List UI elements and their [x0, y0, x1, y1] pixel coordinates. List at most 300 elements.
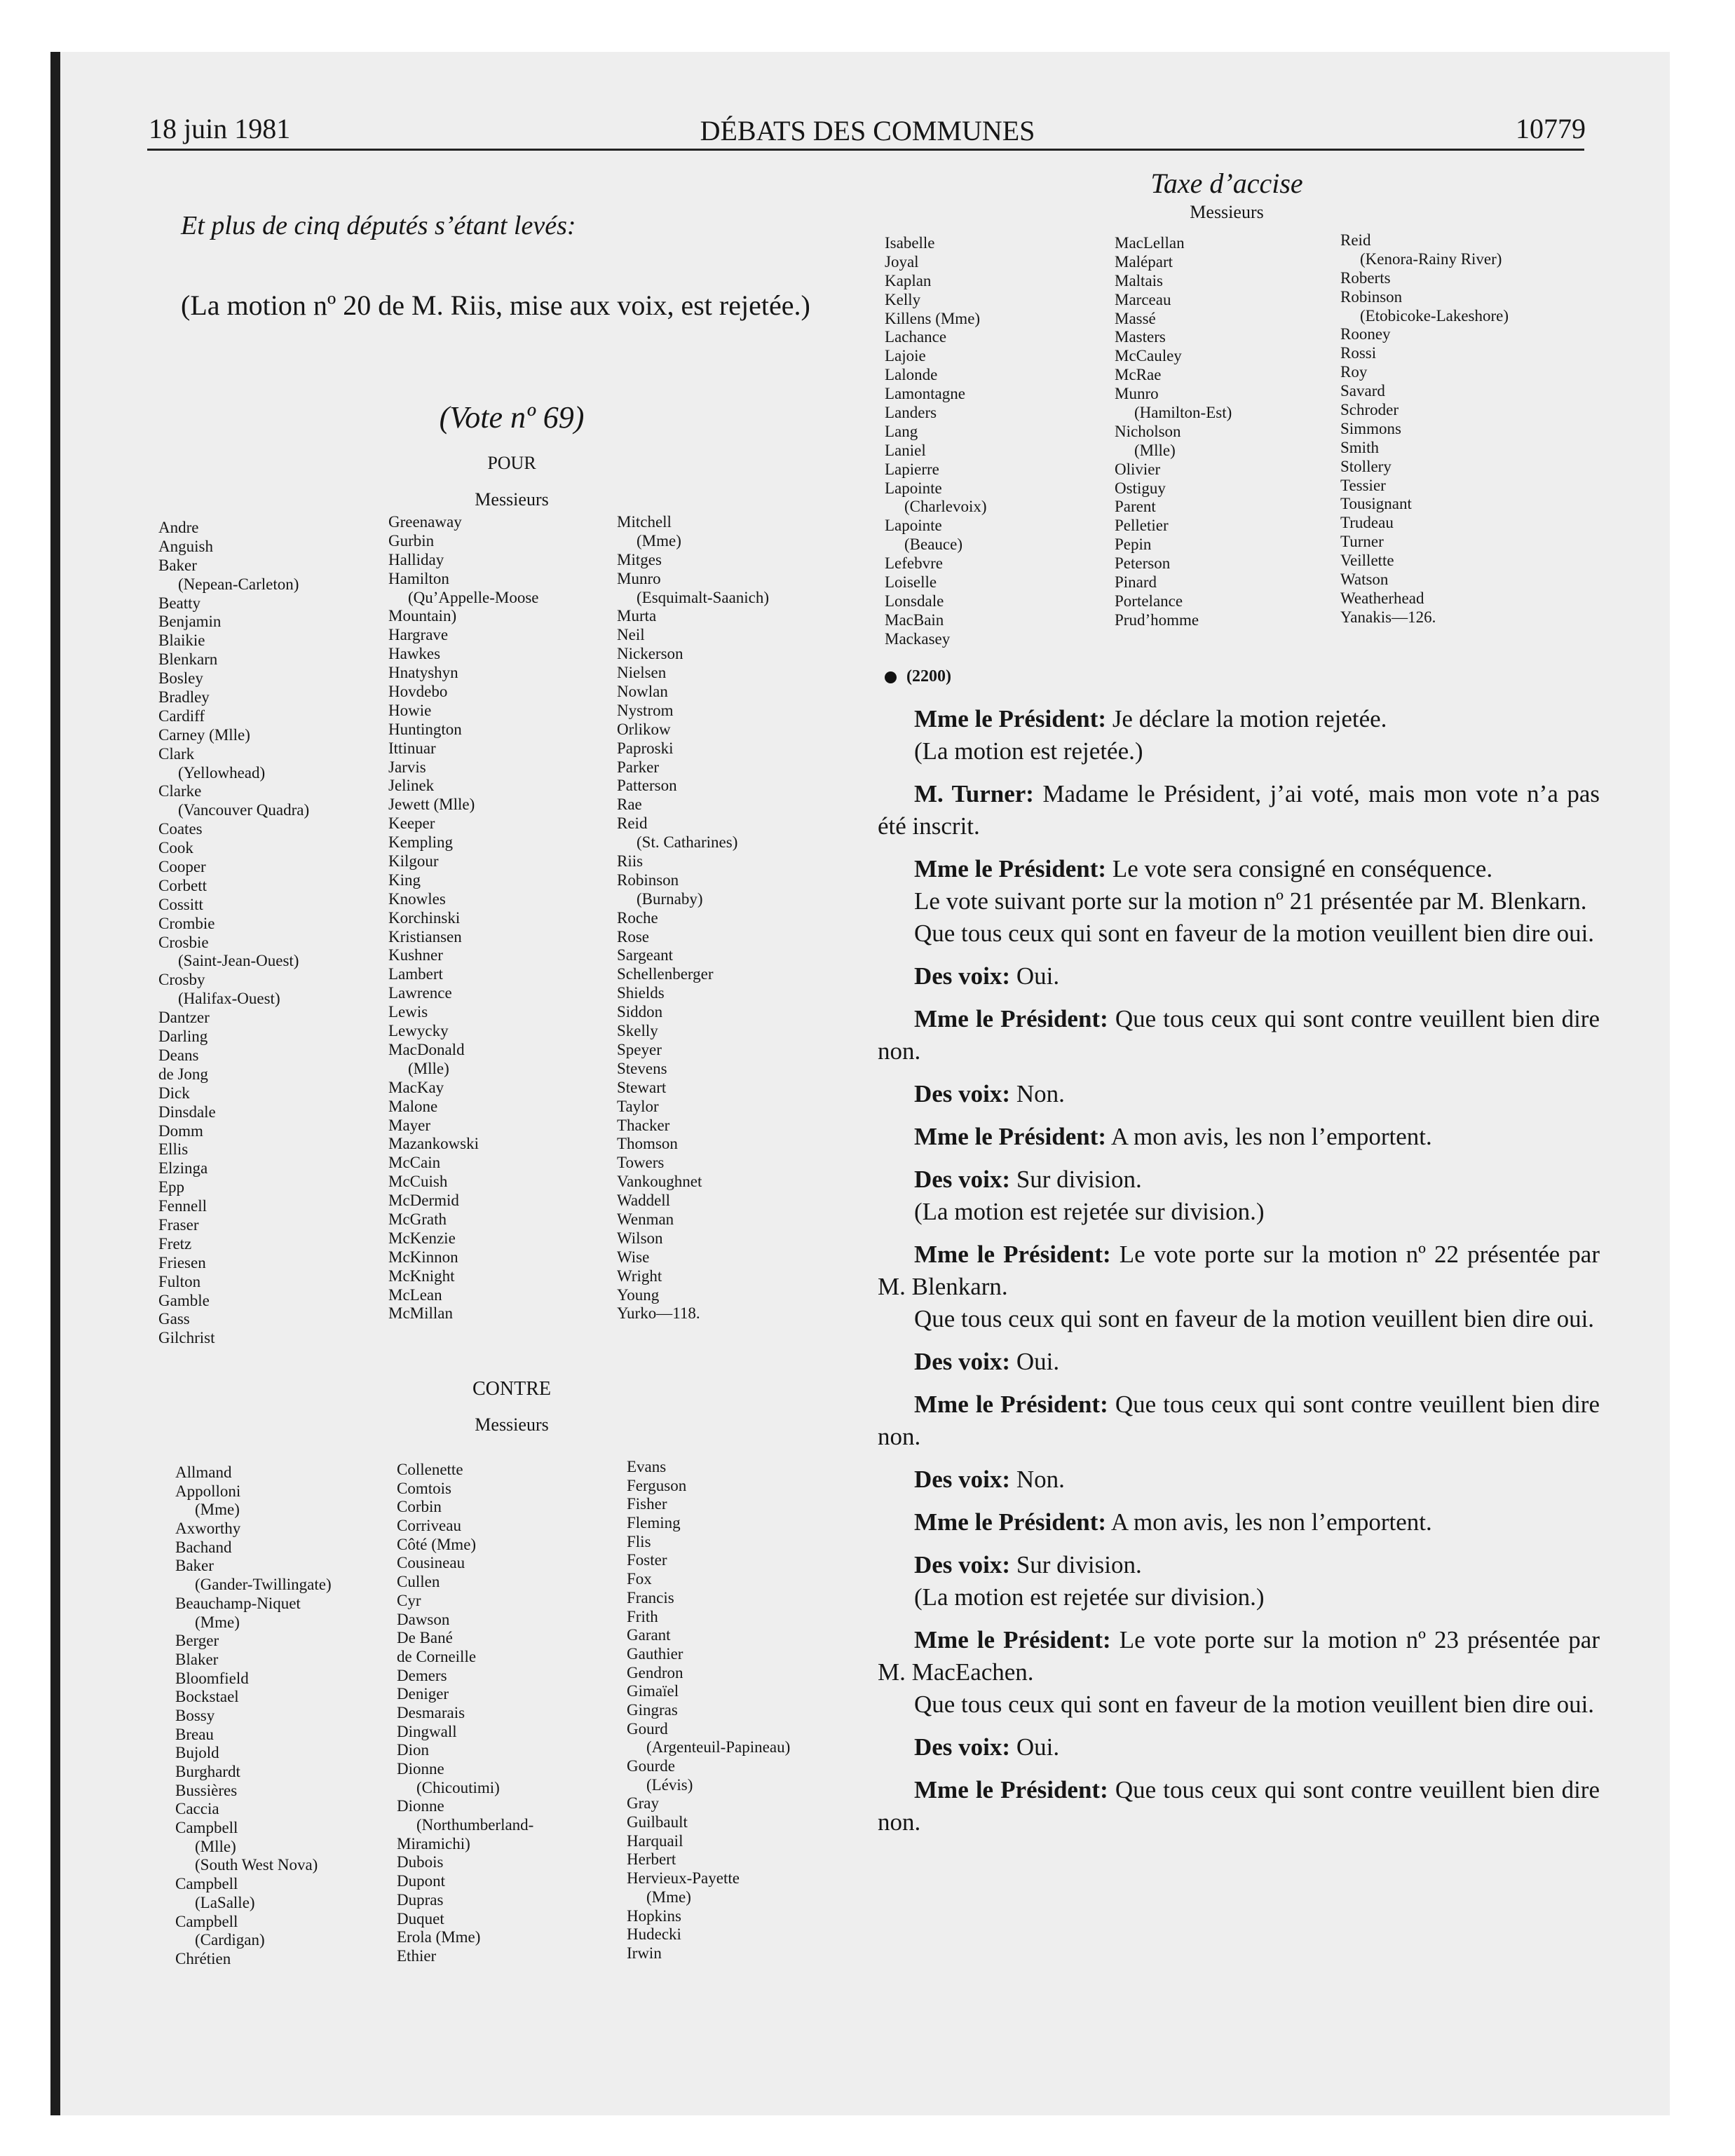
member-name: Huntington — [388, 720, 462, 738]
member-name: Massé — [1115, 309, 1156, 327]
member-name: Hudecki — [627, 1925, 681, 1944]
member-name: McCain — [388, 1154, 441, 1172]
member-name: Darling — [158, 1028, 208, 1046]
member-name: McMillan — [388, 1304, 453, 1323]
member-name: (Saint-Jean-Ouest) — [178, 952, 299, 970]
member-name: Corbett — [158, 876, 207, 894]
speech-text: Que tous ceux qui sont en faveur de la motion veuillent bien dire oui. — [914, 920, 1595, 947]
member-name: Cardiff — [158, 707, 205, 725]
member-name: Young — [617, 1285, 660, 1304]
member-name: Yanakis—126. — [1340, 608, 1436, 626]
member-name: Lachance — [885, 328, 947, 346]
member-name: (Beauce) — [904, 535, 962, 554]
member-name: Weatherhead — [1340, 589, 1424, 607]
member-name: Robinson — [617, 871, 679, 889]
member-name: Beauchamp-Niquet — [175, 1594, 301, 1612]
member-name: Munro — [617, 569, 661, 587]
member-name: Masters — [1115, 328, 1166, 346]
member-name: Skelly — [617, 1022, 658, 1040]
member-name: Korchinski — [388, 908, 461, 927]
member-name: Turner — [1340, 533, 1384, 551]
member-name: Axworthy — [175, 1520, 241, 1538]
member-name: Hovdebo — [388, 683, 448, 701]
member-name: Bussières — [175, 1781, 238, 1799]
member-name: Joyal — [885, 252, 919, 271]
member-name: Campbell — [175, 1912, 238, 1930]
member-name: Gourde — [627, 1757, 675, 1775]
speech-text: (La motion est rejetée sur division.) — [914, 1583, 1265, 1611]
member-name: Flis — [627, 1532, 651, 1550]
member-name: McCuish — [388, 1173, 448, 1191]
member-name: Howie — [388, 701, 432, 719]
debate-paragraph — [878, 1346, 1600, 1378]
member-name: Parent — [1115, 498, 1156, 516]
member-name: Anguish — [158, 537, 213, 555]
member-name: (Lévis) — [646, 1775, 693, 1794]
time-marker-text: (2200) — [906, 667, 951, 685]
member-name: Friesen — [158, 1253, 206, 1271]
member-name: Keeper — [388, 814, 435, 833]
member-name: Crosby — [158, 971, 205, 989]
member-name: Savard — [1340, 382, 1385, 400]
member-name: (Nepean-Carleton) — [178, 575, 299, 593]
member-name: Paproski — [617, 739, 674, 757]
member-name: Killens (Mme) — [885, 309, 981, 327]
member-name: Nystrom — [617, 701, 674, 719]
member-name: MacKay — [388, 1078, 444, 1096]
member-name: Ostiguy — [1115, 479, 1166, 497]
member-name: Dawson — [397, 1610, 450, 1628]
member-name: (LaSalle) — [195, 1893, 255, 1911]
contre-column-3 — [627, 1458, 790, 1963]
member-name: Deans — [158, 1046, 199, 1064]
member-name: Herbert — [627, 1850, 676, 1869]
member-name: Maltais — [1115, 271, 1163, 289]
member-name: Allmand — [175, 1464, 232, 1481]
member-name: Mayer — [388, 1116, 431, 1134]
member-name: Dantzer — [158, 1009, 210, 1027]
header-rule — [147, 149, 1584, 151]
member-name: Fisher — [627, 1495, 667, 1513]
member-name: Dubois — [397, 1853, 444, 1871]
member-name: Landers — [885, 404, 937, 422]
speaker-name: Mme le Président: — [914, 1626, 1111, 1653]
member-name: Kaplan — [885, 271, 932, 289]
pour-column-3 — [617, 513, 769, 1323]
debate-paragraph — [878, 1464, 1600, 1496]
member-name: Nielsen — [617, 664, 667, 682]
member-name: Benjamin — [158, 613, 222, 631]
debate-paragraph — [878, 1581, 1600, 1613]
speaker-name: Mme le Président: — [914, 1005, 1108, 1032]
speaker-name: Mme le Président: — [914, 855, 1107, 882]
contre-column-2 — [397, 1461, 533, 1966]
member-name: Cousineau — [397, 1554, 465, 1572]
member-name: Jarvis — [388, 758, 426, 776]
member-name: Elzinga — [158, 1159, 208, 1178]
member-name: Bockstael — [175, 1688, 239, 1706]
member-name: Robinson — [1340, 287, 1403, 306]
member-name: (Kenora-Rainy River) — [1360, 250, 1502, 268]
debate-paragraph — [878, 853, 1600, 885]
member-name: Shields — [617, 984, 665, 1002]
member-name: Mazankowski — [388, 1135, 479, 1153]
member-name: Desmarais — [397, 1703, 465, 1721]
speech-text: Oui. — [1010, 1733, 1060, 1761]
member-name: Bachand — [175, 1538, 232, 1556]
member-name: (Etobicoke-Lakeshore) — [1360, 306, 1509, 325]
right-subheading: Messieurs — [1190, 202, 1264, 222]
member-name: Fulton — [158, 1272, 201, 1290]
member-name: Kilgour — [388, 852, 439, 871]
speech-text: A mon avis, les non l’emportent. — [1106, 1123, 1432, 1150]
member-name: Mitges — [617, 550, 662, 568]
time-marker — [885, 667, 951, 686]
speaker-name: Des voix: — [914, 1080, 1011, 1107]
member-name: Loiselle — [885, 573, 937, 592]
member-name: Yurko—118. — [617, 1304, 700, 1323]
member-name: Clarke — [158, 782, 202, 800]
member-name: Ethier — [397, 1946, 437, 1965]
member-name: Evans — [627, 1458, 667, 1475]
member-name: Dupont — [397, 1872, 445, 1890]
speech-text: Que tous ceux qui sont contre veuillent bien dire non. — [878, 1776, 1600, 1836]
member-name: Miramichi) — [397, 1834, 470, 1853]
member-name: Simmons — [1340, 419, 1401, 437]
member-name: (Mlle) — [1134, 441, 1176, 459]
member-name: Clark — [158, 744, 195, 763]
member-name: Lang — [885, 422, 918, 440]
member-name: Lajoie — [885, 347, 926, 365]
member-name: Halliday — [388, 550, 444, 568]
member-name: (Mlle) — [408, 1059, 449, 1077]
member-name: Watson — [1340, 571, 1389, 589]
member-name: Rose — [617, 927, 649, 946]
member-name: Vankoughnet — [617, 1173, 702, 1191]
member-name: (Mme) — [195, 1613, 240, 1631]
member-name: Gourd — [627, 1719, 668, 1738]
member-name: (South West Nova) — [195, 1856, 318, 1874]
speech-text: Oui. — [1010, 1348, 1060, 1375]
member-name: Stewart — [617, 1078, 667, 1096]
member-name: Campbell — [175, 1875, 238, 1893]
member-name: McDermid — [388, 1192, 459, 1210]
member-name: (Mme) — [637, 531, 681, 550]
speech-text: Que tous ceux qui sont contre veuillent bien dire non. — [878, 1391, 1600, 1450]
speech-text: Non. — [1010, 1080, 1065, 1107]
member-name: (Vancouver Quadra) — [178, 801, 310, 819]
member-name: Francis — [627, 1588, 674, 1606]
member-name: Cyr — [397, 1591, 421, 1609]
member-name: de Jong — [158, 1065, 208, 1083]
speaker-name: M. Turner: — [914, 780, 1034, 807]
pour-column-2 — [388, 513, 539, 1323]
member-name: Cullen — [397, 1573, 440, 1591]
member-name: Jelinek — [388, 777, 435, 795]
member-name: Mackasey — [885, 629, 951, 648]
contre-column-1 — [175, 1464, 332, 1969]
speech-text: Que tous ceux qui sont contre veuillent bien dire non. — [878, 1005, 1600, 1065]
header-page-number: 10779 — [1516, 113, 1586, 144]
speaker-name: Des voix: — [914, 1348, 1011, 1375]
member-name: Baker — [175, 1557, 214, 1575]
member-name: Stevens — [617, 1059, 667, 1077]
member-name: Crombie — [158, 914, 215, 932]
vote-title: (Vote nº 69) — [439, 400, 585, 435]
member-name: Bossy — [175, 1706, 215, 1724]
speaker-name: Mme le Président: — [914, 705, 1107, 732]
member-name: Caccia — [175, 1800, 219, 1818]
member-name: Veillette — [1340, 552, 1394, 570]
member-name: Olivier — [1115, 460, 1161, 478]
debate-paragraph — [878, 1003, 1600, 1067]
member-name: Hervieux-Payette — [627, 1869, 740, 1888]
member-name: Lewis — [388, 1003, 428, 1021]
member-name: Schellenberger — [617, 965, 714, 983]
member-name: Carney (Mlle) — [158, 725, 250, 744]
member-name: Chrétien — [175, 1949, 231, 1967]
member-name: Sargeant — [617, 946, 674, 964]
member-name: Hargrave — [388, 626, 449, 644]
speech-text: Le vote porte sur la motion nº 23 présentée par M. MacEachen. — [878, 1626, 1600, 1686]
member-name: Deniger — [397, 1685, 449, 1703]
member-name: Gray — [627, 1794, 659, 1813]
speech-text: Le vote sera consigné en conséquence. — [1106, 855, 1493, 882]
debate-paragraph — [878, 1549, 1600, 1581]
member-name: (Yellowhead) — [178, 763, 266, 782]
member-name: (Argenteuil-Papineau) — [646, 1738, 791, 1756]
member-name: Roberts — [1340, 268, 1391, 287]
member-name: Prud’homme — [1115, 610, 1199, 629]
member-name: De Bané — [397, 1629, 453, 1647]
member-name: Harquail — [627, 1831, 683, 1850]
member-name: Fennell — [158, 1197, 207, 1215]
speaker-name: Mme le Président: — [914, 1241, 1111, 1268]
speech-text: (La motion est rejetée sur division.) — [914, 1198, 1265, 1225]
member-name: Thomson — [617, 1135, 678, 1153]
member-name: Ittinuar — [388, 739, 436, 757]
standing-text: Et plus de cinq députés s’étant levés: — [181, 211, 576, 240]
member-name: (Charlevoix) — [904, 498, 987, 516]
speech-text: Madame le Président, j’ai voté, mais mon vote n’a pas été inscrit. — [878, 780, 1600, 840]
debate-paragraph — [878, 1196, 1600, 1228]
member-name: Schroder — [1340, 401, 1399, 419]
debate-paragraph — [878, 778, 1600, 842]
member-name: McCauley — [1115, 347, 1182, 365]
member-name: Mountain) — [388, 607, 457, 625]
right-column-3 — [1340, 231, 1509, 627]
member-name: King — [388, 871, 421, 889]
member-name: Dion — [397, 1741, 429, 1759]
member-name: Thacker — [617, 1116, 670, 1134]
member-name: Côté (Mme) — [397, 1535, 477, 1553]
member-name: Gamble — [158, 1291, 210, 1309]
debate-paragraph — [878, 960, 1600, 992]
speaker-name: Des voix: — [914, 1733, 1011, 1761]
member-name: Kushner — [388, 946, 443, 964]
member-name: McKnight — [388, 1267, 455, 1285]
member-name: Irwin — [627, 1944, 662, 1962]
member-name: Bradley — [158, 688, 210, 707]
member-name: Pelletier — [1115, 517, 1169, 535]
member-name: (Halifax-Ouest) — [178, 990, 280, 1008]
member-name: Corriveau — [397, 1517, 461, 1535]
member-name: Epp — [158, 1178, 185, 1196]
member-name: Lonsdale — [885, 592, 944, 610]
member-name: (Mlle) — [195, 1837, 236, 1855]
member-name: Demers — [397, 1666, 447, 1684]
member-name: Pepin — [1115, 535, 1152, 554]
motion-result: (La motion nº 20 de M. Riis, mise aux voix, est rejetée.) — [181, 289, 810, 321]
member-name: Cook — [158, 839, 193, 857]
member-name: Kristiansen — [388, 927, 462, 946]
contre-subheading: Messieurs — [475, 1414, 549, 1435]
member-name: Greenaway — [388, 513, 462, 531]
speaker-name: Des voix: — [914, 1466, 1011, 1493]
member-name: Nicholson — [1115, 422, 1181, 440]
member-name: (St. Catharines) — [637, 833, 738, 852]
member-name: Nickerson — [617, 645, 683, 663]
speaker-name: Mme le Président: — [914, 1391, 1108, 1418]
member-name: Taylor — [617, 1097, 659, 1115]
member-name: Domm — [158, 1121, 203, 1140]
debate-paragraph — [878, 1121, 1600, 1153]
member-name: McGrath — [388, 1210, 447, 1228]
member-name: Bujold — [175, 1744, 219, 1762]
member-name: McKenzie — [388, 1229, 456, 1247]
member-name: Berger — [175, 1632, 219, 1650]
member-name: Kelly — [885, 290, 921, 308]
member-name: Blaker — [175, 1650, 219, 1668]
member-name: Pinard — [1115, 573, 1157, 592]
member-name: Lewycky — [388, 1022, 449, 1040]
member-name: Parker — [617, 758, 660, 776]
contre-heading: CONTRE — [472, 1378, 551, 1400]
pour-heading: POUR — [487, 453, 536, 473]
member-name: Frith — [627, 1607, 658, 1625]
debate-paragraph — [878, 1624, 1600, 1688]
member-name: Gendron — [627, 1663, 683, 1681]
member-name: Trudeau — [1340, 514, 1394, 532]
member-name: Erola (Mme) — [397, 1928, 481, 1946]
member-name: Patterson — [617, 777, 677, 795]
member-name: Breau — [175, 1725, 214, 1743]
header-publication: DÉBATS DES COMMUNES — [700, 115, 1035, 146]
member-name: Guilbault — [627, 1813, 688, 1831]
member-name: Andre — [158, 519, 199, 536]
member-name: Cossitt — [158, 895, 203, 913]
speech-text: Que tous ceux qui sont en faveur de la motion veuillent bien dire oui. — [914, 1691, 1595, 1718]
member-name: Burghardt — [175, 1763, 240, 1780]
member-name: Ferguson — [627, 1476, 687, 1494]
section-title: Taxe d’accise — [1150, 168, 1303, 199]
header-date: 18 juin 1981 — [149, 113, 291, 144]
member-name: (Mme) — [646, 1888, 691, 1906]
member-name: (Burnaby) — [637, 889, 703, 908]
member-name: Portelance — [1115, 592, 1183, 610]
member-name: Orlikow — [617, 720, 671, 738]
member-name: Smith — [1340, 438, 1379, 456]
speech-text: Sur division. — [1010, 1551, 1142, 1578]
pour-column-1 — [158, 519, 309, 1348]
member-name: Fretz — [158, 1234, 192, 1253]
member-name: Gass — [158, 1310, 190, 1328]
member-name: Ellis — [158, 1140, 189, 1159]
member-name: Peterson — [1115, 554, 1171, 573]
debate-paragraph — [878, 735, 1600, 767]
member-name: Wenman — [617, 1210, 674, 1228]
member-name: Tousignant — [1340, 495, 1412, 513]
member-name: Duquet — [397, 1909, 444, 1928]
member-name: Isabelle — [885, 234, 935, 252]
speech-text: Non. — [1010, 1466, 1065, 1493]
member-name: Beatty — [158, 594, 201, 612]
member-name: Rae — [617, 796, 642, 814]
member-name: Lambert — [388, 965, 443, 983]
member-name: (Gander-Twillingate) — [195, 1576, 332, 1594]
member-name: Lapointe — [885, 479, 942, 497]
speaker-name: Des voix: — [914, 1166, 1011, 1193]
scan-edge-shadow — [50, 52, 60, 2115]
member-name: MacBain — [885, 610, 944, 629]
member-name: (Qu’Appelle-Moose — [408, 588, 539, 606]
member-name: (Hamilton-Est) — [1134, 404, 1232, 422]
speaker-name: Mme le Président: — [914, 1508, 1107, 1536]
member-name: (Mme) — [195, 1501, 240, 1519]
member-name: Dionne — [397, 1760, 444, 1778]
member-name: Laniel — [885, 441, 926, 459]
speech-text: (La motion est rejetée.) — [914, 737, 1143, 765]
member-name: Roche — [617, 908, 658, 927]
member-name: Towers — [617, 1154, 665, 1172]
member-name: (Chicoutimi) — [416, 1778, 500, 1796]
member-name: Bosley — [158, 669, 203, 688]
member-name: Fleming — [627, 1514, 681, 1532]
member-name: Dinsdale — [158, 1103, 216, 1121]
member-name: MacDonald — [388, 1040, 465, 1058]
debate-text — [878, 692, 1600, 1838]
member-name: Hnatyshyn — [388, 664, 458, 682]
debate-paragraph — [878, 1239, 1600, 1303]
right-column-1 — [885, 234, 987, 649]
member-name: Dupras — [397, 1890, 444, 1909]
debate-paragraph — [878, 1506, 1600, 1538]
member-name: Crosbie — [158, 933, 209, 951]
member-name: Bloomfield — [175, 1669, 249, 1687]
member-name: Munro — [1115, 385, 1159, 403]
speech-text: Oui. — [1010, 962, 1060, 990]
member-name: Fraser — [158, 1215, 199, 1234]
member-name: Cooper — [158, 858, 206, 876]
debate-paragraph — [878, 703, 1600, 735]
member-name: Marceau — [1115, 290, 1171, 308]
member-name: Hamilton — [388, 569, 449, 587]
member-name: McKinnon — [388, 1248, 458, 1266]
member-name: Collenette — [397, 1461, 463, 1478]
member-name: Foster — [627, 1551, 667, 1569]
member-name: Rossi — [1340, 344, 1377, 362]
member-name: Gimaïel — [627, 1682, 679, 1700]
member-name: Gilchrist — [158, 1329, 215, 1347]
member-name: Roy — [1340, 363, 1368, 381]
speaker-name: Mme le Président: — [914, 1776, 1108, 1803]
member-name: Riis — [617, 852, 644, 871]
member-name: Blaikie — [158, 632, 205, 650]
member-name: Lalonde — [885, 366, 938, 384]
member-name: Campbell — [175, 1819, 238, 1837]
member-name: Rooney — [1340, 325, 1391, 343]
member-name: Wright — [617, 1267, 662, 1285]
